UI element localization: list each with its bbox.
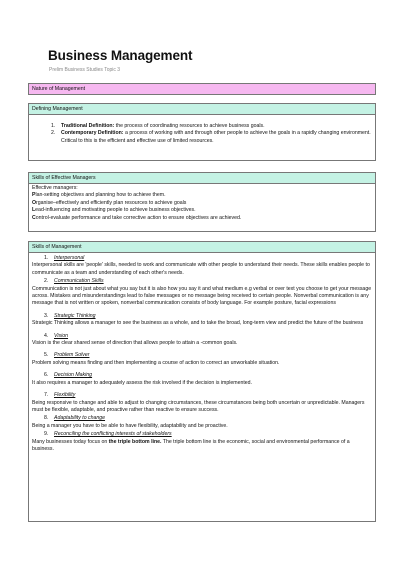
skills-section: [28, 241, 376, 522]
page-title: Business Management: [48, 48, 193, 63]
skills-heading: Skills of Management: [29, 242, 375, 253]
skill-text: Many businesses today focus on the triple bottom line. The triple bottom line is the economic, social and environmental performance of a business.: [32, 438, 350, 452]
skill-text: Interpersonal skills are 'people' skills, needed to work and communicate with other people to understand their needs. These skills enables people to communicate as a team and understanding of each other's needs.: [32, 262, 370, 276]
skill-title: 9. Reconciling the conflicting interests of stakeholders: [44, 431, 172, 438]
skill-text: Vision is the clear shared sense of direction that allows people to attain a -common goals.: [32, 340, 238, 347]
skill-title: 5. Problem Solver: [44, 352, 90, 359]
defining-section: [28, 103, 376, 161]
skill-title: 3. Strategic Thinking: [44, 312, 96, 319]
effective-item: Organise–effectively and efficiently plan resources to achieve goals: [32, 199, 187, 206]
nature-heading: Nature of Management: [29, 84, 375, 94]
effective-intro: Effective managers:: [32, 185, 78, 191]
skill-text: Being responsive to change and able to adjust to changing circumstances, these circumstances being both uncertain or unpredictable. Managers must be flexible, adaptable, and proactive rather than reactive to ensure success.: [32, 399, 365, 413]
nature-section: [28, 83, 376, 95]
effective-item: Lead-influencing and motivating people to achieve business objectives.: [32, 207, 196, 214]
skill-title: 6. Decision Making: [44, 372, 93, 379]
effective-heading: Skills of Effective Managers: [29, 173, 375, 184]
defining-heading: Defining Management: [29, 104, 375, 115]
skill-title: 1. Interpersonal: [44, 255, 85, 261]
skill-text: Communication is not just about what you say but it is also how you say it and what medium e.g verbal or over text you choose to get your message across. Mistakes and misunderstandings lead to false messages or no message being received to certain people. Nonverbal communication is any message that is not written or spoken, nonverbal communication consists of body language. For example posture, facial expressions: [32, 285, 372, 307]
page-subtitle: Prelim Business Studies Topic 3: [49, 67, 121, 73]
effective-item: Control-evaluate performance and take corrective action to ensure objectives are achieved.: [32, 214, 242, 221]
skill-title: 4. Vision: [44, 332, 69, 339]
skill-title: 7. Flexibility: [44, 392, 76, 399]
skill-text: Strategic Thinking allows a manager to see the business as a whole, and to take the broad, long-term view and predict the future of the business: [32, 320, 364, 327]
effective-item: Plan-setting objectives and planning how to achieve them.: [32, 192, 166, 199]
skill-text: Being a manager you have to be able to have flexibility, adaptability and be proactive.: [32, 422, 228, 429]
skill-title: 8. Adaptability to change: [44, 415, 106, 422]
effective-managers-section: [28, 172, 376, 232]
skill-text: It also requires a manager to adequately assess the risk involved if the decision is implemented.: [32, 379, 253, 386]
definition-item: 1. Traditional Definition: the process of coordinating resources to achieve business goals.: [51, 123, 265, 129]
skill-title: 2. Communication Skills: [44, 278, 104, 285]
skill-text: Problem solving means finding and then implementing a course of action to correct an unworkable situation.: [32, 359, 280, 366]
definition-item: 2. Contemporary Definition: a process of working with and through other people to achieve the goals in a rapidly changing environment. Critical to this is the efficient and effective use of limited resources.: [51, 130, 371, 144]
